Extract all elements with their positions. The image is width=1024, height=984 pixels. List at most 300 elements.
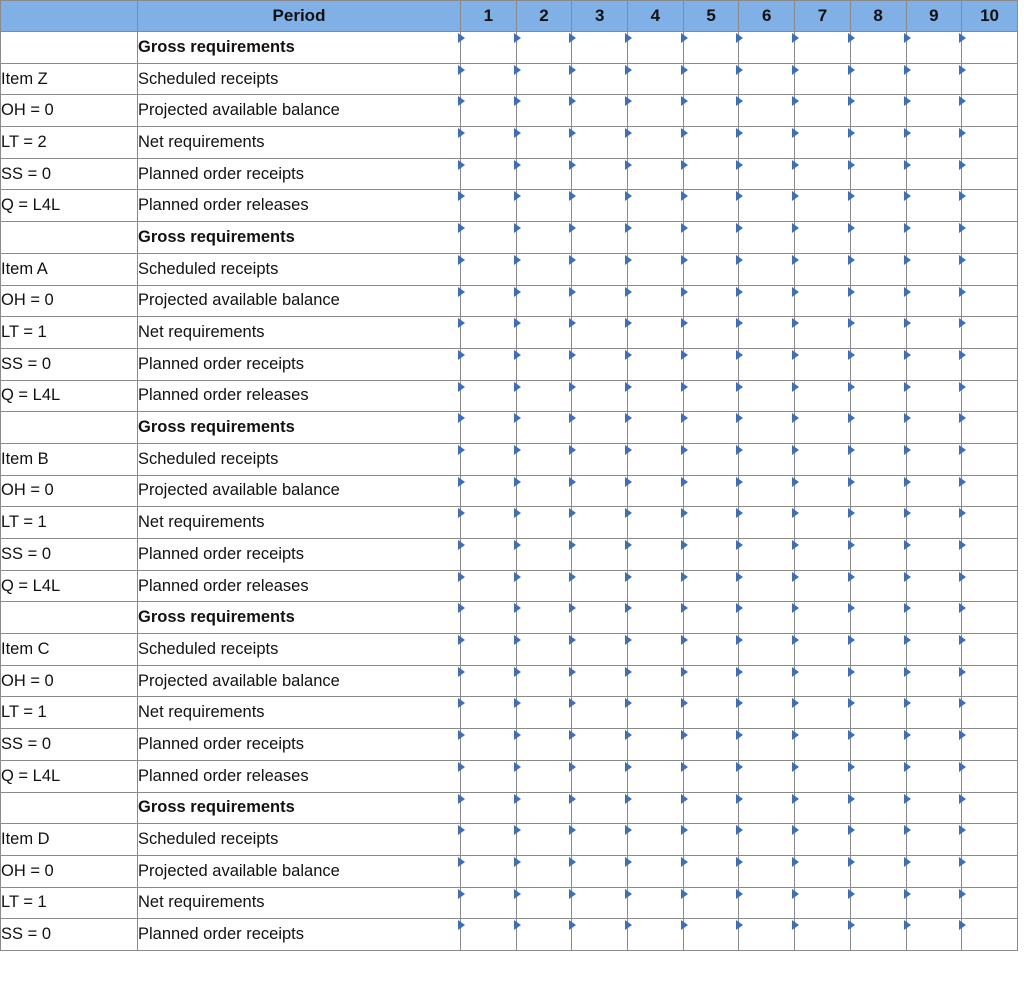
period-input[interactable] [795,571,850,602]
period-input[interactable] [517,64,572,95]
period-input[interactable] [572,571,627,602]
period-input[interactable] [795,412,850,443]
period-input[interactable] [962,127,1017,158]
period-input[interactable] [628,381,683,412]
period-input[interactable] [795,317,850,348]
period-input[interactable] [962,95,1017,126]
period-input[interactable] [517,159,572,190]
period-input[interactable] [628,444,683,475]
period-input[interactable] [907,761,962,792]
period-input[interactable] [461,381,516,412]
period-input[interactable] [628,761,683,792]
period-input[interactable] [461,761,516,792]
period-input[interactable] [739,697,794,728]
period-input[interactable] [461,349,516,380]
period-cell [739,729,795,761]
period-input[interactable] [572,793,627,824]
period-input[interactable] [517,793,572,824]
period-input[interactable] [795,919,850,950]
period-input[interactable] [907,888,962,919]
period-input[interactable] [572,666,627,697]
period-input[interactable] [795,602,850,633]
period-input[interactable] [517,729,572,760]
period-input[interactable] [795,444,850,475]
period-input[interactable] [739,856,794,887]
period-input[interactable] [461,286,516,317]
period-input[interactable] [517,666,572,697]
period-input[interactable] [795,888,850,919]
period-input[interactable] [851,349,906,380]
period-input[interactable] [572,254,627,285]
period-input[interactable] [572,349,627,380]
period-input[interactable] [851,412,906,443]
period-input[interactable] [851,476,906,507]
period-input[interactable] [851,286,906,317]
period-input[interactable] [684,32,739,63]
period-input[interactable] [684,444,739,475]
period-cell [461,348,517,380]
period-input[interactable] [628,507,683,538]
period-input[interactable] [851,381,906,412]
period-input[interactable] [795,254,850,285]
period-input[interactable] [962,349,1017,380]
period-input[interactable] [628,222,683,253]
period-input[interactable] [962,602,1017,633]
period-input[interactable] [628,349,683,380]
period-input[interactable] [461,666,516,697]
period-input[interactable] [851,222,906,253]
period-input[interactable] [739,381,794,412]
period-input[interactable] [461,856,516,887]
period-input[interactable] [628,602,683,633]
period-input[interactable] [461,793,516,824]
period-input[interactable] [517,634,572,665]
period-input[interactable] [907,444,962,475]
period-input[interactable] [795,856,850,887]
period-input[interactable] [795,666,850,697]
period-input[interactable] [739,507,794,538]
period-input[interactable] [517,190,572,221]
period-input[interactable] [962,159,1017,190]
period-input[interactable] [907,95,962,126]
period-input[interactable] [572,381,627,412]
period-input[interactable] [907,476,962,507]
period-input[interactable] [572,286,627,317]
period-input[interactable] [851,824,906,855]
period-input[interactable] [684,95,739,126]
period-input[interactable] [795,729,850,760]
period-input[interactable] [907,571,962,602]
period-input[interactable] [628,286,683,317]
period-input[interactable] [684,159,739,190]
period-input[interactable] [907,602,962,633]
period-input[interactable] [739,476,794,507]
period-input[interactable] [962,64,1017,95]
period-input[interactable] [851,444,906,475]
period-input[interactable] [684,571,739,602]
period-cell [850,507,906,539]
period-input[interactable] [739,349,794,380]
period-input[interactable] [739,888,794,919]
period-input[interactable] [962,286,1017,317]
period-input[interactable] [628,856,683,887]
period-input[interactable] [907,317,962,348]
period-input[interactable] [684,729,739,760]
period-input[interactable] [684,634,739,665]
period-input[interactable] [517,697,572,728]
period-input[interactable] [461,571,516,602]
period-input[interactable] [962,824,1017,855]
period-input[interactable] [795,761,850,792]
period-input[interactable] [628,539,683,570]
period-input[interactable] [795,64,850,95]
period-input[interactable] [461,697,516,728]
period-input[interactable] [962,32,1017,63]
period-input[interactable] [739,444,794,475]
period-input[interactable] [572,95,627,126]
period-input[interactable] [795,539,850,570]
period-input[interactable] [851,666,906,697]
period-input[interactable] [628,476,683,507]
period-input[interactable] [461,919,516,950]
period-input[interactable] [461,888,516,919]
period-input[interactable] [684,824,739,855]
period-input[interactable] [795,159,850,190]
period-input[interactable] [907,824,962,855]
period-input[interactable] [739,602,794,633]
period-input[interactable] [795,381,850,412]
period-input[interactable] [572,32,627,63]
period-input[interactable] [684,190,739,221]
period-input[interactable] [739,824,794,855]
period-input[interactable] [572,888,627,919]
period-input[interactable] [572,412,627,443]
period-input[interactable] [962,444,1017,475]
period-input[interactable] [517,127,572,158]
period-input[interactable] [628,919,683,950]
period-input[interactable] [628,159,683,190]
period-cell [850,665,906,697]
period-input[interactable] [851,919,906,950]
period-input[interactable] [684,317,739,348]
period-input[interactable] [517,412,572,443]
period-input[interactable] [517,444,572,475]
period-input[interactable] [684,412,739,443]
period-input[interactable] [795,222,850,253]
period-input[interactable] [851,888,906,919]
period-input[interactable] [851,697,906,728]
period-input[interactable] [962,571,1017,602]
period-input[interactable] [461,444,516,475]
period-input[interactable] [684,222,739,253]
period-input[interactable] [628,254,683,285]
period-input[interactable] [684,666,739,697]
period-input[interactable] [739,412,794,443]
period-input[interactable] [739,793,794,824]
period-input[interactable] [851,571,906,602]
period-input[interactable] [461,64,516,95]
period-input[interactable] [684,856,739,887]
period-cell [628,475,684,507]
period-input[interactable] [517,286,572,317]
period-input[interactable] [962,856,1017,887]
period-input[interactable] [628,729,683,760]
period-input[interactable] [461,507,516,538]
period-input[interactable] [461,602,516,633]
period-input[interactable] [907,190,962,221]
period-input[interactable] [851,32,906,63]
period-input[interactable] [851,761,906,792]
period-input[interactable] [461,412,516,443]
period-input[interactable] [795,507,850,538]
period-input[interactable] [907,32,962,63]
period-input[interactable] [739,761,794,792]
period-input[interactable] [907,697,962,728]
period-input[interactable] [739,919,794,950]
period-input[interactable] [572,919,627,950]
period-input[interactable] [628,317,683,348]
period-input[interactable] [795,32,850,63]
period-input[interactable] [739,286,794,317]
period-input[interactable] [684,507,739,538]
period-input[interactable] [907,919,962,950]
period-input[interactable] [628,412,683,443]
period-input[interactable] [962,793,1017,824]
period-input[interactable] [628,793,683,824]
period-input[interactable] [907,254,962,285]
period-input[interactable] [739,729,794,760]
period-input[interactable] [739,32,794,63]
period-input[interactable] [684,476,739,507]
period-input[interactable] [962,539,1017,570]
period-input[interactable] [962,476,1017,507]
period-input[interactable] [461,32,516,63]
period-input[interactable] [572,64,627,95]
period-input[interactable] [461,254,516,285]
period-input[interactable] [517,919,572,950]
period-input[interactable] [962,317,1017,348]
period-input[interactable] [628,127,683,158]
period-input[interactable] [795,793,850,824]
period-input[interactable] [907,539,962,570]
period-input[interactable] [572,539,627,570]
period-input[interactable] [572,856,627,887]
period-input[interactable] [572,444,627,475]
period-input[interactable] [962,381,1017,412]
period-input[interactable] [628,95,683,126]
period-input[interactable] [461,634,516,665]
period-input[interactable] [684,64,739,95]
period-input[interactable] [739,159,794,190]
period-input[interactable] [517,349,572,380]
period-input[interactable] [684,381,739,412]
period-input[interactable] [628,32,683,63]
period-input[interactable] [907,507,962,538]
period-input[interactable] [795,697,850,728]
period-input[interactable] [517,824,572,855]
period-input[interactable] [517,317,572,348]
period-input[interactable] [517,381,572,412]
period-input[interactable] [907,286,962,317]
period-input[interactable] [628,634,683,665]
period-input[interactable] [517,254,572,285]
period-input[interactable] [628,888,683,919]
period-input[interactable] [962,412,1017,443]
period-input[interactable] [907,634,962,665]
period-input[interactable] [461,317,516,348]
period-cell [572,855,628,887]
period-input[interactable] [851,159,906,190]
period-input[interactable] [739,634,794,665]
period-input[interactable] [684,286,739,317]
period-input[interactable] [461,159,516,190]
period-input[interactable] [461,127,516,158]
period-input[interactable] [572,634,627,665]
period-input[interactable] [851,729,906,760]
period-input[interactable] [572,317,627,348]
period-cell [906,285,962,317]
period-input[interactable] [907,666,962,697]
period-input[interactable] [739,254,794,285]
period-input[interactable] [684,349,739,380]
period-input[interactable] [517,856,572,887]
period-input[interactable] [572,159,627,190]
period-input[interactable] [907,127,962,158]
period-input[interactable] [907,856,962,887]
period-input[interactable] [572,507,627,538]
period-input[interactable] [739,64,794,95]
period-input[interactable] [628,64,683,95]
period-input[interactable] [461,476,516,507]
period-input[interactable] [517,571,572,602]
period-input[interactable] [962,919,1017,950]
period-input[interactable] [851,793,906,824]
period-input[interactable] [851,317,906,348]
period-input[interactable] [795,190,850,221]
period-input[interactable] [739,95,794,126]
period-input[interactable] [795,824,850,855]
period-input[interactable] [907,729,962,760]
period-input[interactable] [628,571,683,602]
period-input[interactable] [962,729,1017,760]
period-input[interactable] [517,602,572,633]
period-input[interactable] [461,95,516,126]
period-input[interactable] [461,729,516,760]
period-input[interactable] [572,602,627,633]
period-input[interactable] [572,761,627,792]
period-input[interactable] [684,254,739,285]
period-input[interactable] [962,697,1017,728]
period-input[interactable] [461,222,516,253]
period-input[interactable] [962,222,1017,253]
period-input[interactable] [684,793,739,824]
period-input[interactable] [907,793,962,824]
period-input[interactable] [739,317,794,348]
period-input[interactable] [684,919,739,950]
period-input[interactable] [851,127,906,158]
period-input[interactable] [962,190,1017,221]
period-input[interactable] [962,507,1017,538]
period-input[interactable] [962,666,1017,697]
period-input[interactable] [684,697,739,728]
period-input[interactable] [907,64,962,95]
period-input[interactable] [517,888,572,919]
period-input[interactable] [962,634,1017,665]
period-input[interactable] [962,761,1017,792]
period-input[interactable] [684,602,739,633]
period-input[interactable] [851,64,906,95]
period-input[interactable] [795,349,850,380]
period-input[interactable] [907,412,962,443]
period-input[interactable] [628,697,683,728]
period-input[interactable] [907,222,962,253]
period-input[interactable] [628,824,683,855]
period-input[interactable] [572,222,627,253]
period-input[interactable] [962,254,1017,285]
period-input[interactable] [739,539,794,570]
period-cell [572,348,628,380]
period-input[interactable] [517,95,572,126]
period-input[interactable] [739,222,794,253]
period-input[interactable] [739,190,794,221]
period-cell [628,665,684,697]
period-input[interactable] [851,602,906,633]
period-input[interactable] [851,254,906,285]
period-input[interactable] [795,634,850,665]
period-input[interactable] [851,95,906,126]
period-input[interactable] [851,507,906,538]
period-input[interactable] [572,824,627,855]
period-input[interactable] [907,159,962,190]
period-input[interactable] [795,286,850,317]
period-input[interactable] [572,476,627,507]
period-input[interactable] [517,32,572,63]
period-input[interactable] [795,476,850,507]
period-input[interactable] [572,127,627,158]
period-input[interactable] [739,571,794,602]
period-input[interactable] [684,127,739,158]
period-input[interactable] [739,127,794,158]
period-input[interactable] [517,539,572,570]
period-input[interactable] [461,190,516,221]
period-input[interactable] [517,761,572,792]
period-input[interactable] [517,507,572,538]
period-input[interactable] [907,381,962,412]
period-input[interactable] [907,349,962,380]
period-input[interactable] [572,190,627,221]
period-input[interactable] [684,761,739,792]
period-input[interactable] [684,888,739,919]
period-input[interactable] [461,824,516,855]
period-input[interactable] [684,539,739,570]
period-input[interactable] [461,539,516,570]
period-input[interactable] [517,222,572,253]
period-input[interactable] [962,888,1017,919]
period-input[interactable] [517,476,572,507]
period-input[interactable] [628,190,683,221]
period-input[interactable] [572,697,627,728]
period-input[interactable] [851,539,906,570]
period-input[interactable] [628,666,683,697]
period-input[interactable] [795,95,850,126]
period-input[interactable] [851,856,906,887]
table-row [1,760,1018,792]
period-input[interactable] [851,190,906,221]
period-input[interactable] [739,666,794,697]
period-input[interactable] [795,127,850,158]
period-input[interactable] [851,634,906,665]
period-input[interactable] [572,729,627,760]
